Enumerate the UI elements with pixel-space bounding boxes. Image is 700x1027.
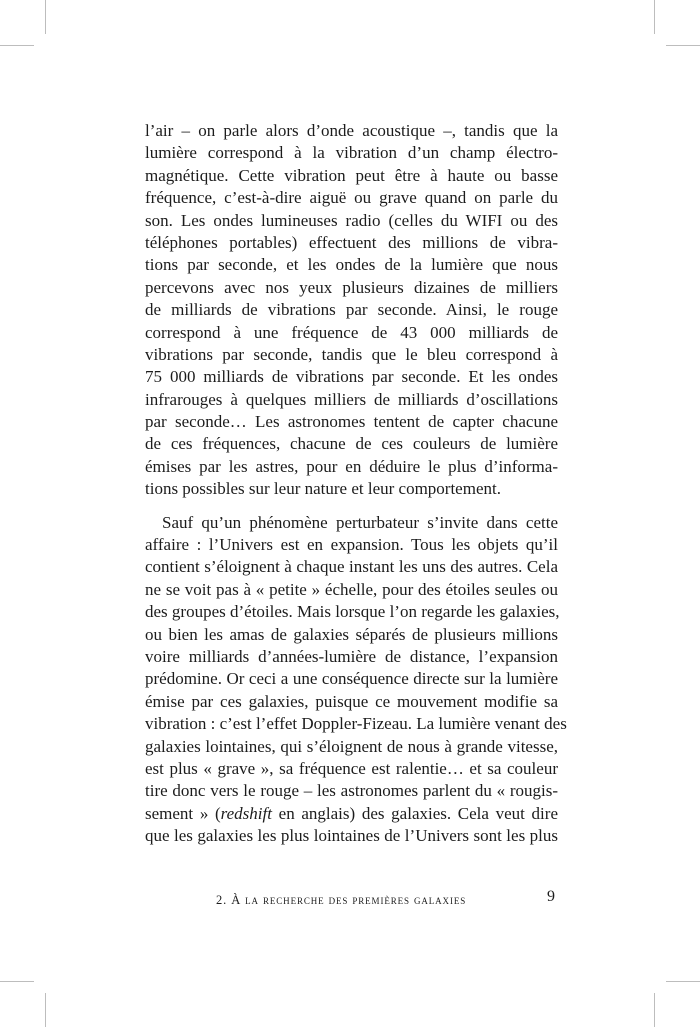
running-head: 2. À la recherche des premières galaxies (216, 893, 467, 907)
text-line: vibrations par seconde, tandis que le bleu correspond à (145, 344, 558, 364)
paragraph-1 (145, 120, 558, 501)
text-line: 75 000 milliards de vibrations par seconde. Et les ondes (145, 367, 558, 387)
italic-term: redshift (220, 803, 272, 823)
crop-mark-bottom-right-h (666, 981, 700, 982)
text-line: de milliards de vibrations par seconde. Ainsi, le rouge (145, 300, 558, 320)
text-line: que les galaxies les plus lointaines de l’Univers sont les plus (145, 826, 558, 846)
body-text (145, 120, 567, 848)
text-line: des groupes d’étoiles. Mais lorsque l’on regarde les galaxies, (145, 602, 560, 622)
text-line: téléphones portables) effectuent des millions de vibra- (145, 232, 558, 252)
text-line: Sauf qu’un phénomène perturbateur s’invite dans cette (162, 512, 558, 532)
crop-mark-bottom-right-v (654, 993, 655, 1027)
text-line: lumière correspond à la vibration d’un champ électro- (145, 143, 558, 163)
text-line: émise par ces galaxies, puisque ce mouvement modifie sa (145, 691, 558, 711)
text-line: ou bien les amas de galaxies séparés de plusieurs millions (145, 624, 558, 644)
text-fragment: en anglais) des galaxies. Cela veut dire (271, 803, 558, 823)
crop-mark-top-right-v (654, 0, 655, 34)
page-number: 9 (547, 888, 555, 905)
text-line: prédomine. Or ceci a une conséquence directe sur la lumière (145, 669, 558, 689)
text-line: tire donc vers le rouge – les astronomes parlent du « rougis- (145, 781, 558, 801)
text-line: infrarouges à quelques milliers de milliards d’oscillations (145, 389, 558, 409)
text-line: de ces fréquences, chacune de ces couleurs de lumière (145, 434, 558, 454)
text-line: est plus « grave », sa fréquence est ralentie… et sa couleur (145, 758, 558, 778)
text-line: contient s’éloignent à chaque instant les uns des autres. Cela (145, 557, 558, 577)
text-line: l’air – on parle alors d’onde acoustique –, tandis que la (145, 121, 558, 140)
crop-mark-bottom-left-v (45, 993, 46, 1027)
text-line: affaire : l’Univers est en expansion. Tous les objets qu’il (145, 535, 558, 555)
text-line: son. Les ondes lumineuses radio (celles du WIFI ou des (145, 210, 558, 230)
paragraph-spacer (145, 501, 558, 512)
crop-mark-top-left-v (45, 0, 46, 34)
text-line: percevons avec nos yeux plusieurs dizaines de milliers (145, 277, 558, 297)
text-line: émises par les astres, pour en déduire le plus d’informa- (145, 456, 558, 476)
text-line: vibration : c’est l’effet Doppler-Fizeau. La lumière venant des (145, 714, 567, 734)
text-line: correspond à une fréquence de 43 000 milliards de (145, 322, 558, 342)
text-line: ne se voit pas à « petite » échelle, pour des étoiles seules ou (145, 579, 558, 599)
crop-mark-bottom-left-h (0, 981, 34, 982)
text-line: fréquence, c’est-à-dire aiguë ou grave quand on parle du (145, 188, 558, 208)
text-line-redshift (145, 803, 558, 825)
paragraph-2 (145, 512, 567, 848)
text-line: galaxies lointaines, qui s’éloignent de nous à grande vitesse, (145, 736, 558, 756)
text-line: tions par seconde, et les ondes de la lumière que nous (145, 255, 558, 275)
text-line: magnétique. Cette vibration peut être à haute ou basse (145, 165, 558, 185)
text-fragment: sement » ( (145, 803, 221, 823)
crop-mark-top-right-h (666, 45, 700, 46)
text-line: voire milliards d’années-lumière de distance, l’expansion (145, 646, 558, 666)
text-line: tions possibles sur leur nature et leur comportement. (145, 479, 501, 499)
text-line: par seconde… Les astronomes tentent de capter chacune (145, 412, 558, 432)
crop-mark-top-left-h (0, 45, 34, 46)
